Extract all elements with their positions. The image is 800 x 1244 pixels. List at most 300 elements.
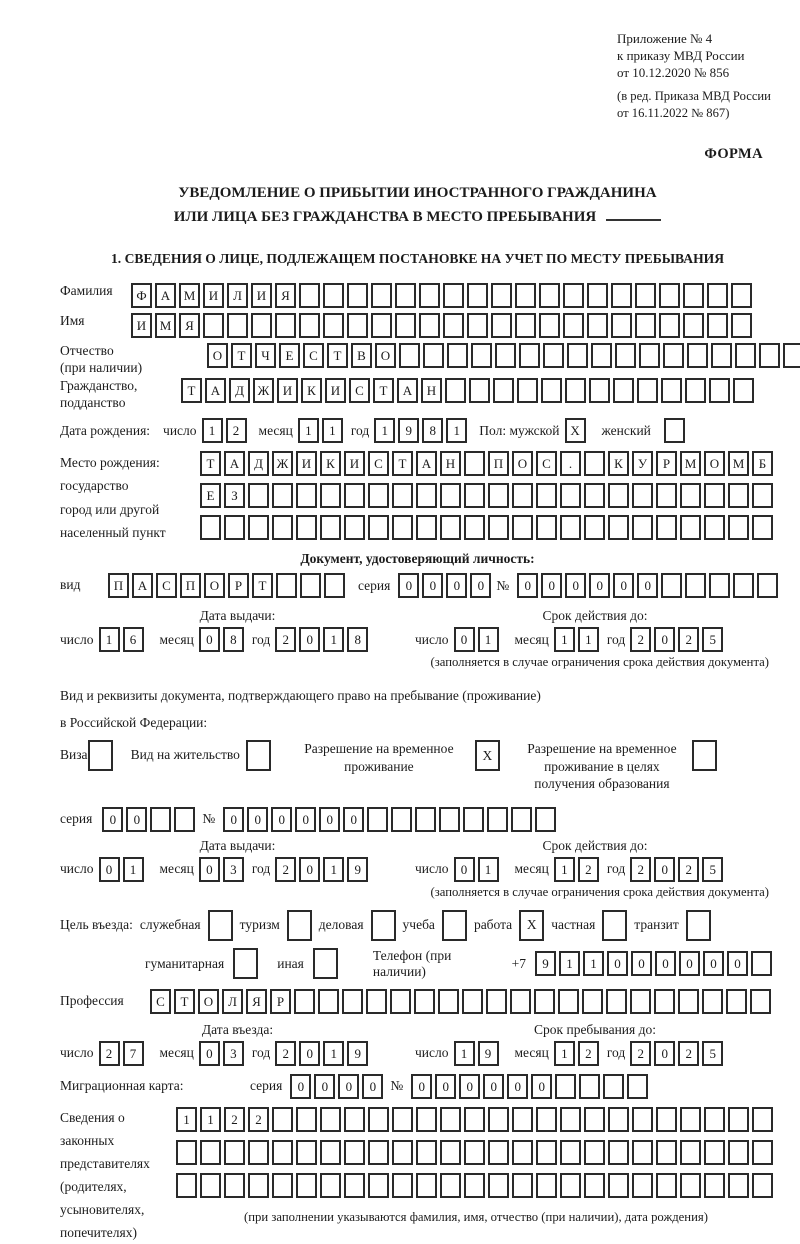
char-cell[interactable] [536, 1107, 557, 1132]
char-cell[interactable] [276, 573, 297, 598]
char-cell[interactable]: Р [228, 573, 249, 598]
char-cell[interactable] [608, 1173, 629, 1198]
char-cell[interactable]: 9 [535, 951, 556, 976]
char-cell[interactable] [731, 283, 752, 308]
char-cell[interactable]: 1 [554, 627, 575, 652]
char-cell[interactable]: 1 [200, 1107, 221, 1132]
char-cell[interactable] [200, 515, 221, 540]
char-cell[interactable]: 1 [123, 857, 144, 882]
char-cell[interactable]: 0 [541, 573, 562, 598]
purpose-transit-checkbox[interactable] [686, 910, 711, 941]
char-cell[interactable] [464, 1107, 485, 1132]
char-cell[interactable] [440, 1107, 461, 1132]
char-cell[interactable] [445, 378, 466, 403]
char-cell[interactable]: А [205, 378, 226, 403]
char-cell[interactable] [558, 989, 579, 1014]
char-cell[interactable]: 0 [446, 573, 467, 598]
char-cell[interactable]: С [536, 451, 557, 476]
char-cell[interactable] [464, 483, 485, 508]
char-cell[interactable] [392, 1140, 413, 1165]
char-cell[interactable] [613, 378, 634, 403]
char-cell[interactable] [733, 573, 754, 598]
char-cell[interactable] [347, 313, 368, 338]
char-cell[interactable]: 0 [314, 1074, 335, 1099]
char-cell[interactable] [536, 515, 557, 540]
char-cell[interactable] [493, 378, 514, 403]
char-cell[interactable]: 2 [678, 857, 699, 882]
char-cell[interactable] [248, 515, 269, 540]
char-cell[interactable]: 2 [630, 1041, 651, 1066]
char-cell[interactable] [515, 283, 536, 308]
char-cell[interactable] [752, 1140, 773, 1165]
char-cell[interactable]: К [608, 451, 629, 476]
char-cell[interactable] [630, 989, 651, 1014]
char-cell[interactable] [659, 313, 680, 338]
char-cell[interactable] [704, 1173, 725, 1198]
char-cell[interactable]: 2 [578, 1041, 599, 1066]
char-cell[interactable] [463, 807, 484, 832]
char-cell[interactable] [656, 1140, 677, 1165]
char-cell[interactable] [534, 989, 555, 1014]
char-cell[interactable]: 1 [446, 418, 467, 443]
char-cell[interactable] [611, 283, 632, 308]
char-cell[interactable] [320, 483, 341, 508]
char-cell[interactable] [726, 989, 747, 1014]
char-cell[interactable] [447, 343, 468, 368]
char-cell[interactable] [399, 343, 420, 368]
char-cell[interactable] [368, 1140, 389, 1165]
char-cell[interactable] [536, 483, 557, 508]
char-cell[interactable] [735, 343, 756, 368]
visa-checkbox[interactable] [88, 740, 113, 771]
char-cell[interactable] [584, 515, 605, 540]
char-cell[interactable] [443, 283, 464, 308]
char-cell[interactable] [608, 1140, 629, 1165]
edu-residence-checkbox[interactable] [692, 740, 717, 771]
char-cell[interactable]: 5 [702, 627, 723, 652]
char-cell[interactable] [704, 483, 725, 508]
char-cell[interactable] [752, 1173, 773, 1198]
char-cell[interactable]: 2 [578, 857, 599, 882]
char-cell[interactable] [471, 343, 492, 368]
char-cell[interactable] [757, 573, 778, 598]
char-cell[interactable] [632, 515, 653, 540]
char-cell[interactable]: 0 [223, 807, 244, 832]
char-cell[interactable] [203, 313, 224, 338]
char-cell[interactable] [683, 313, 704, 338]
char-cell[interactable]: 0 [637, 573, 658, 598]
char-cell[interactable] [467, 313, 488, 338]
char-cell[interactable]: 0 [343, 807, 364, 832]
char-cell[interactable] [707, 313, 728, 338]
char-cell[interactable] [560, 1140, 581, 1165]
char-cell[interactable] [584, 451, 605, 476]
char-cell[interactable] [627, 1074, 648, 1099]
char-cell[interactable]: 1 [454, 1041, 475, 1066]
char-cell[interactable] [272, 1173, 293, 1198]
char-cell[interactable] [639, 343, 660, 368]
char-cell[interactable]: 0 [435, 1074, 456, 1099]
char-cell[interactable]: 2 [275, 627, 296, 652]
char-cell[interactable]: 0 [459, 1074, 480, 1099]
char-cell[interactable] [632, 1140, 653, 1165]
char-cell[interactable]: 0 [483, 1074, 504, 1099]
char-cell[interactable] [711, 343, 732, 368]
char-cell[interactable] [659, 283, 680, 308]
char-cell[interactable] [512, 1173, 533, 1198]
char-cell[interactable] [323, 313, 344, 338]
char-cell[interactable] [536, 1140, 557, 1165]
char-cell[interactable]: И [325, 378, 346, 403]
char-cell[interactable]: 0 [199, 627, 220, 652]
char-cell[interactable] [248, 483, 269, 508]
sex-male-checkbox[interactable]: X [565, 418, 586, 443]
char-cell[interactable] [368, 1107, 389, 1132]
char-cell[interactable] [637, 378, 658, 403]
char-cell[interactable]: 0 [295, 807, 316, 832]
char-cell[interactable] [707, 283, 728, 308]
char-cell[interactable] [656, 1107, 677, 1132]
char-cell[interactable] [176, 1173, 197, 1198]
char-cell[interactable]: Ф [131, 283, 152, 308]
char-cell[interactable] [656, 515, 677, 540]
char-cell[interactable]: Т [392, 451, 413, 476]
char-cell[interactable] [511, 807, 532, 832]
char-cell[interactable] [300, 573, 321, 598]
char-cell[interactable] [416, 483, 437, 508]
char-cell[interactable]: О [704, 451, 725, 476]
char-cell[interactable] [565, 378, 586, 403]
char-cell[interactable] [702, 989, 723, 1014]
char-cell[interactable] [608, 483, 629, 508]
char-cell[interactable] [487, 807, 508, 832]
char-cell[interactable]: 0 [507, 1074, 528, 1099]
char-cell[interactable]: 2 [99, 1041, 120, 1066]
purpose-other-checkbox[interactable] [313, 948, 338, 979]
purpose-study-checkbox[interactable] [442, 910, 467, 941]
char-cell[interactable] [656, 483, 677, 508]
char-cell[interactable] [661, 573, 682, 598]
char-cell[interactable]: 1 [176, 1107, 197, 1132]
char-cell[interactable]: Ж [253, 378, 274, 403]
char-cell[interactable]: 0 [703, 951, 724, 976]
char-cell[interactable] [248, 1140, 269, 1165]
char-cell[interactable]: Т [174, 989, 195, 1014]
char-cell[interactable] [752, 1107, 773, 1132]
char-cell[interactable]: 0 [631, 951, 652, 976]
char-cell[interactable] [543, 343, 564, 368]
char-cell[interactable]: 7 [123, 1041, 144, 1066]
char-cell[interactable]: Ж [272, 451, 293, 476]
char-cell[interactable]: 9 [398, 418, 419, 443]
char-cell[interactable] [491, 283, 512, 308]
char-cell[interactable] [728, 1107, 749, 1132]
char-cell[interactable] [392, 1107, 413, 1132]
char-cell[interactable]: 8 [422, 418, 443, 443]
char-cell[interactable] [391, 807, 412, 832]
char-cell[interactable]: О [375, 343, 396, 368]
char-cell[interactable] [663, 343, 684, 368]
char-cell[interactable]: 3 [223, 1041, 244, 1066]
char-cell[interactable]: Р [656, 451, 677, 476]
char-cell[interactable]: О [204, 573, 225, 598]
char-cell[interactable] [685, 378, 706, 403]
char-cell[interactable]: . [560, 451, 581, 476]
char-cell[interactable] [224, 1173, 245, 1198]
char-cell[interactable] [423, 343, 444, 368]
char-cell[interactable]: 1 [478, 857, 499, 882]
char-cell[interactable] [709, 378, 730, 403]
char-cell[interactable]: 1 [323, 627, 344, 652]
char-cell[interactable] [176, 1140, 197, 1165]
char-cell[interactable] [608, 1107, 629, 1132]
char-cell[interactable] [464, 515, 485, 540]
char-cell[interactable]: 0 [655, 951, 676, 976]
char-cell[interactable] [680, 1107, 701, 1132]
char-cell[interactable] [439, 807, 460, 832]
char-cell[interactable] [272, 483, 293, 508]
char-cell[interactable] [368, 515, 389, 540]
char-cell[interactable]: 0 [99, 857, 120, 882]
char-cell[interactable] [395, 313, 416, 338]
char-cell[interactable] [367, 807, 388, 832]
char-cell[interactable] [680, 1140, 701, 1165]
char-cell[interactable]: 0 [654, 1041, 675, 1066]
char-cell[interactable] [752, 515, 773, 540]
char-cell[interactable]: 1 [559, 951, 580, 976]
char-cell[interactable] [224, 1140, 245, 1165]
char-cell[interactable]: 9 [347, 857, 368, 882]
char-cell[interactable]: Н [440, 451, 461, 476]
char-cell[interactable] [751, 951, 772, 976]
char-cell[interactable] [608, 515, 629, 540]
char-cell[interactable] [344, 1107, 365, 1132]
char-cell[interactable]: П [488, 451, 509, 476]
char-cell[interactable]: 0 [247, 807, 268, 832]
char-cell[interactable]: 5 [702, 1041, 723, 1066]
char-cell[interactable]: 0 [102, 807, 123, 832]
char-cell[interactable]: 0 [199, 1041, 220, 1066]
char-cell[interactable] [728, 1140, 749, 1165]
char-cell[interactable]: К [320, 451, 341, 476]
char-cell[interactable] [248, 1173, 269, 1198]
char-cell[interactable] [320, 1173, 341, 1198]
char-cell[interactable] [560, 1107, 581, 1132]
char-cell[interactable]: Т [252, 573, 273, 598]
char-cell[interactable]: 9 [347, 1041, 368, 1066]
char-cell[interactable]: Т [373, 378, 394, 403]
char-cell[interactable] [704, 1107, 725, 1132]
char-cell[interactable] [464, 1173, 485, 1198]
char-cell[interactable]: О [207, 343, 228, 368]
purpose-business-checkbox[interactable] [371, 910, 396, 941]
char-cell[interactable] [563, 313, 584, 338]
char-cell[interactable]: 2 [678, 627, 699, 652]
char-cell[interactable] [512, 1140, 533, 1165]
char-cell[interactable] [661, 378, 682, 403]
char-cell[interactable]: 3 [223, 857, 244, 882]
char-cell[interactable]: 0 [613, 573, 634, 598]
char-cell[interactable] [488, 515, 509, 540]
char-cell[interactable]: О [198, 989, 219, 1014]
char-cell[interactable] [709, 573, 730, 598]
char-cell[interactable]: Т [181, 378, 202, 403]
char-cell[interactable]: 2 [224, 1107, 245, 1132]
temp-residence-checkbox[interactable]: X [475, 740, 500, 771]
char-cell[interactable] [344, 483, 365, 508]
char-cell[interactable] [654, 989, 675, 1014]
char-cell[interactable] [728, 515, 749, 540]
char-cell[interactable] [392, 483, 413, 508]
char-cell[interactable]: К [301, 378, 322, 403]
char-cell[interactable] [704, 515, 725, 540]
char-cell[interactable] [587, 313, 608, 338]
char-cell[interactable] [510, 989, 531, 1014]
char-cell[interactable] [488, 1107, 509, 1132]
char-cell[interactable] [296, 1107, 317, 1132]
char-cell[interactable]: 0 [290, 1074, 311, 1099]
char-cell[interactable] [615, 343, 636, 368]
char-cell[interactable]: У [632, 451, 653, 476]
char-cell[interactable]: С [156, 573, 177, 598]
char-cell[interactable] [495, 343, 516, 368]
char-cell[interactable] [272, 515, 293, 540]
char-cell[interactable] [680, 483, 701, 508]
char-cell[interactable] [488, 1140, 509, 1165]
char-cell[interactable] [731, 313, 752, 338]
char-cell[interactable] [687, 343, 708, 368]
char-cell[interactable]: 1 [322, 418, 343, 443]
char-cell[interactable]: Я [246, 989, 267, 1014]
char-cell[interactable]: Д [248, 451, 269, 476]
char-cell[interactable]: П [180, 573, 201, 598]
char-cell[interactable]: 2 [248, 1107, 269, 1132]
char-cell[interactable] [632, 1173, 653, 1198]
char-cell[interactable] [416, 1173, 437, 1198]
char-cell[interactable] [632, 483, 653, 508]
char-cell[interactable] [415, 807, 436, 832]
char-cell[interactable]: М [728, 451, 749, 476]
char-cell[interactable] [515, 313, 536, 338]
char-cell[interactable]: Я [179, 313, 200, 338]
char-cell[interactable] [347, 283, 368, 308]
char-cell[interactable] [752, 483, 773, 508]
char-cell[interactable] [728, 483, 749, 508]
char-cell[interactable]: 1 [298, 418, 319, 443]
char-cell[interactable] [536, 1173, 557, 1198]
char-cell[interactable]: 6 [123, 627, 144, 652]
char-cell[interactable]: А [132, 573, 153, 598]
char-cell[interactable] [368, 483, 389, 508]
char-cell[interactable]: 0 [454, 857, 475, 882]
char-cell[interactable] [296, 483, 317, 508]
char-cell[interactable] [519, 343, 540, 368]
char-cell[interactable] [584, 1173, 605, 1198]
char-cell[interactable]: 1 [554, 1041, 575, 1066]
char-cell[interactable]: 2 [630, 627, 651, 652]
char-cell[interactable]: 1 [323, 1041, 344, 1066]
char-cell[interactable] [606, 989, 627, 1014]
char-cell[interactable] [584, 483, 605, 508]
char-cell[interactable] [272, 1140, 293, 1165]
char-cell[interactable]: 0 [654, 857, 675, 882]
char-cell[interactable] [366, 989, 387, 1014]
char-cell[interactable] [587, 283, 608, 308]
char-cell[interactable] [320, 1107, 341, 1132]
char-cell[interactable] [683, 283, 704, 308]
char-cell[interactable] [272, 1107, 293, 1132]
char-cell[interactable] [464, 1140, 485, 1165]
char-cell[interactable]: 0 [398, 573, 419, 598]
char-cell[interactable] [390, 989, 411, 1014]
char-cell[interactable]: 0 [470, 573, 491, 598]
char-cell[interactable]: 0 [338, 1074, 359, 1099]
char-cell[interactable] [200, 1140, 221, 1165]
char-cell[interactable] [539, 283, 560, 308]
purpose-private-checkbox[interactable] [602, 910, 627, 941]
char-cell[interactable] [320, 515, 341, 540]
char-cell[interactable]: 0 [565, 573, 586, 598]
purpose-tourism-checkbox[interactable] [287, 910, 312, 941]
char-cell[interactable] [392, 1173, 413, 1198]
char-cell[interactable]: 2 [275, 1041, 296, 1066]
char-cell[interactable]: Ч [255, 343, 276, 368]
char-cell[interactable] [535, 807, 556, 832]
char-cell[interactable]: Л [222, 989, 243, 1014]
char-cell[interactable]: 1 [323, 857, 344, 882]
char-cell[interactable] [416, 1107, 437, 1132]
char-cell[interactable] [635, 283, 656, 308]
char-cell[interactable]: 1 [554, 857, 575, 882]
char-cell[interactable] [299, 313, 320, 338]
char-cell[interactable] [584, 1140, 605, 1165]
char-cell[interactable] [611, 313, 632, 338]
char-cell[interactable] [464, 451, 485, 476]
char-cell[interactable]: Б [752, 451, 773, 476]
char-cell[interactable]: И [277, 378, 298, 403]
char-cell[interactable] [320, 1140, 341, 1165]
char-cell[interactable] [324, 573, 345, 598]
char-cell[interactable]: 0 [299, 627, 320, 652]
char-cell[interactable] [539, 313, 560, 338]
char-cell[interactable] [344, 1140, 365, 1165]
char-cell[interactable]: О [512, 451, 533, 476]
char-cell[interactable] [680, 515, 701, 540]
char-cell[interactable] [512, 483, 533, 508]
char-cell[interactable]: 1 [99, 627, 120, 652]
char-cell[interactable]: Е [200, 483, 221, 508]
char-cell[interactable] [469, 378, 490, 403]
char-cell[interactable] [462, 989, 483, 1014]
char-cell[interactable]: 0 [727, 951, 748, 976]
char-cell[interactable]: Р [270, 989, 291, 1014]
char-cell[interactable] [563, 283, 584, 308]
char-cell[interactable] [296, 515, 317, 540]
char-cell[interactable]: 0 [299, 1041, 320, 1066]
char-cell[interactable]: 0 [422, 573, 443, 598]
char-cell[interactable] [294, 989, 315, 1014]
purpose-humanitarian-checkbox[interactable] [233, 948, 258, 979]
char-cell[interactable]: И [344, 451, 365, 476]
char-cell[interactable] [517, 378, 538, 403]
char-cell[interactable] [685, 573, 706, 598]
residence-permit-checkbox[interactable] [246, 740, 271, 771]
char-cell[interactable] [414, 989, 435, 1014]
char-cell[interactable] [678, 989, 699, 1014]
char-cell[interactable] [512, 515, 533, 540]
char-cell[interactable]: 1 [202, 418, 223, 443]
char-cell[interactable]: 0 [271, 807, 292, 832]
